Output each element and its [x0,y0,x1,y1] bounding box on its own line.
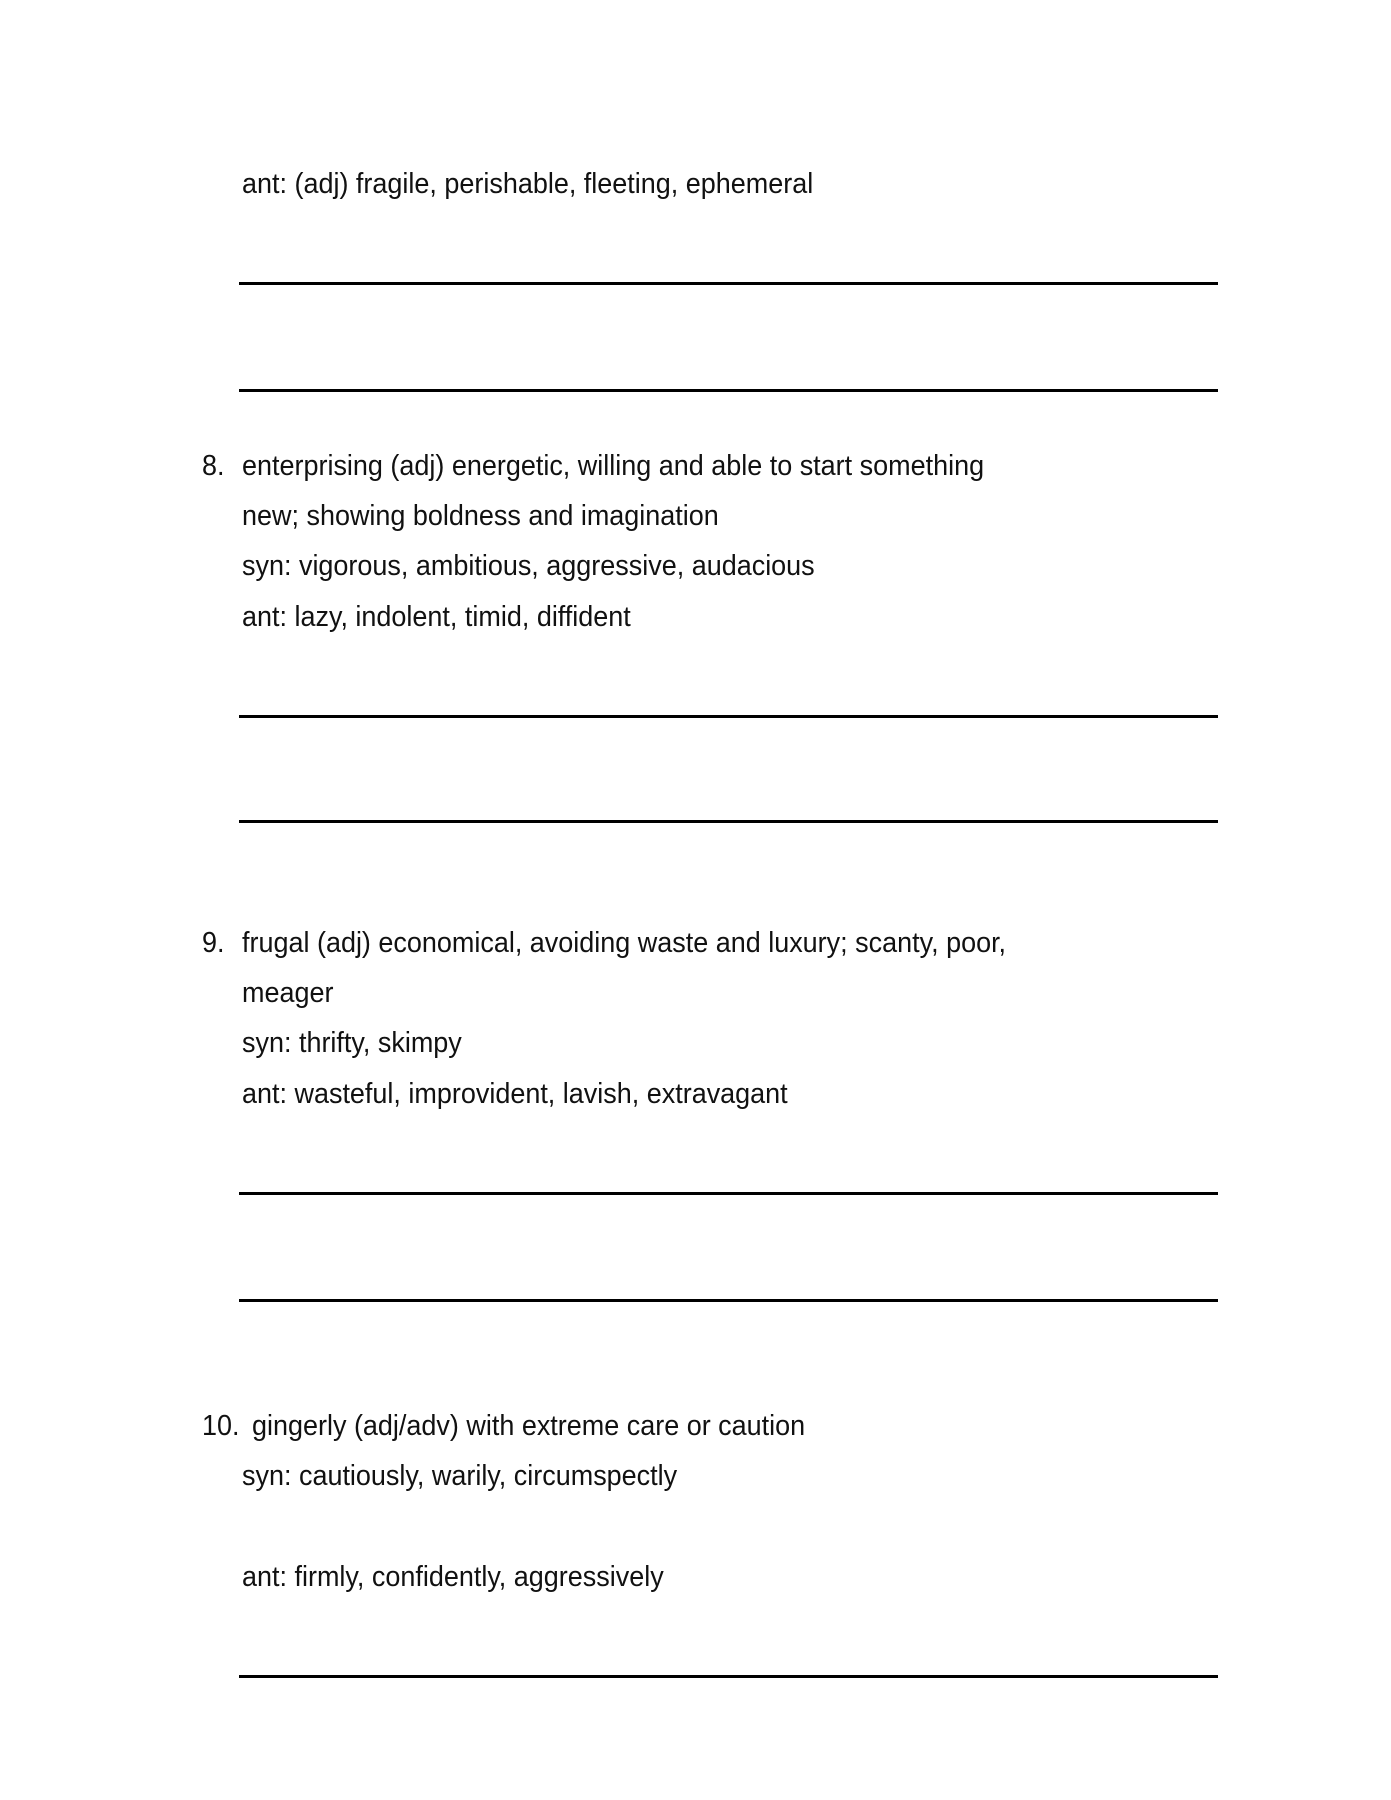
definition-line: enterprising (adj) energetic, willing and able to start something [242,450,985,482]
answer-line[interactable] [239,282,1218,285]
answer-line[interactable] [239,715,1218,718]
answer-line[interactable] [239,820,1218,823]
answer-line[interactable] [239,1192,1218,1195]
entry-number: 8. [202,450,225,482]
entry-number: 10. [202,1410,240,1442]
answer-line[interactable] [239,1299,1218,1302]
synonyms-line: syn: cautiously, warily, circumspectly [242,1460,678,1492]
antonyms-line: ant: lazy, indolent, timid, diffident [242,601,631,633]
answer-line[interactable] [239,1675,1218,1678]
definition-line: meager [242,977,334,1009]
answer-line[interactable] [239,389,1218,392]
entry-number: 9. [202,927,225,959]
synonyms-line: syn: thrifty, skimpy [242,1027,462,1059]
antonyms-line: ant: (adj) fragile, perishable, fleeting, ephemeral [242,168,814,200]
definition-line: new; showing boldness and imagination [242,500,719,532]
antonyms-line: ant: wasteful, improvident, lavish, extravagant [242,1078,788,1110]
definition-line: frugal (adj) economical, avoiding waste and luxury; scanty, poor, [242,927,1007,959]
synonyms-line: syn: vigorous, ambitious, aggressive, audacious [242,550,815,582]
definition-line: gingerly (adj/adv) with extreme care or caution [252,1410,806,1442]
antonyms-line: ant: firmly, confidently, aggressively [242,1561,664,1593]
